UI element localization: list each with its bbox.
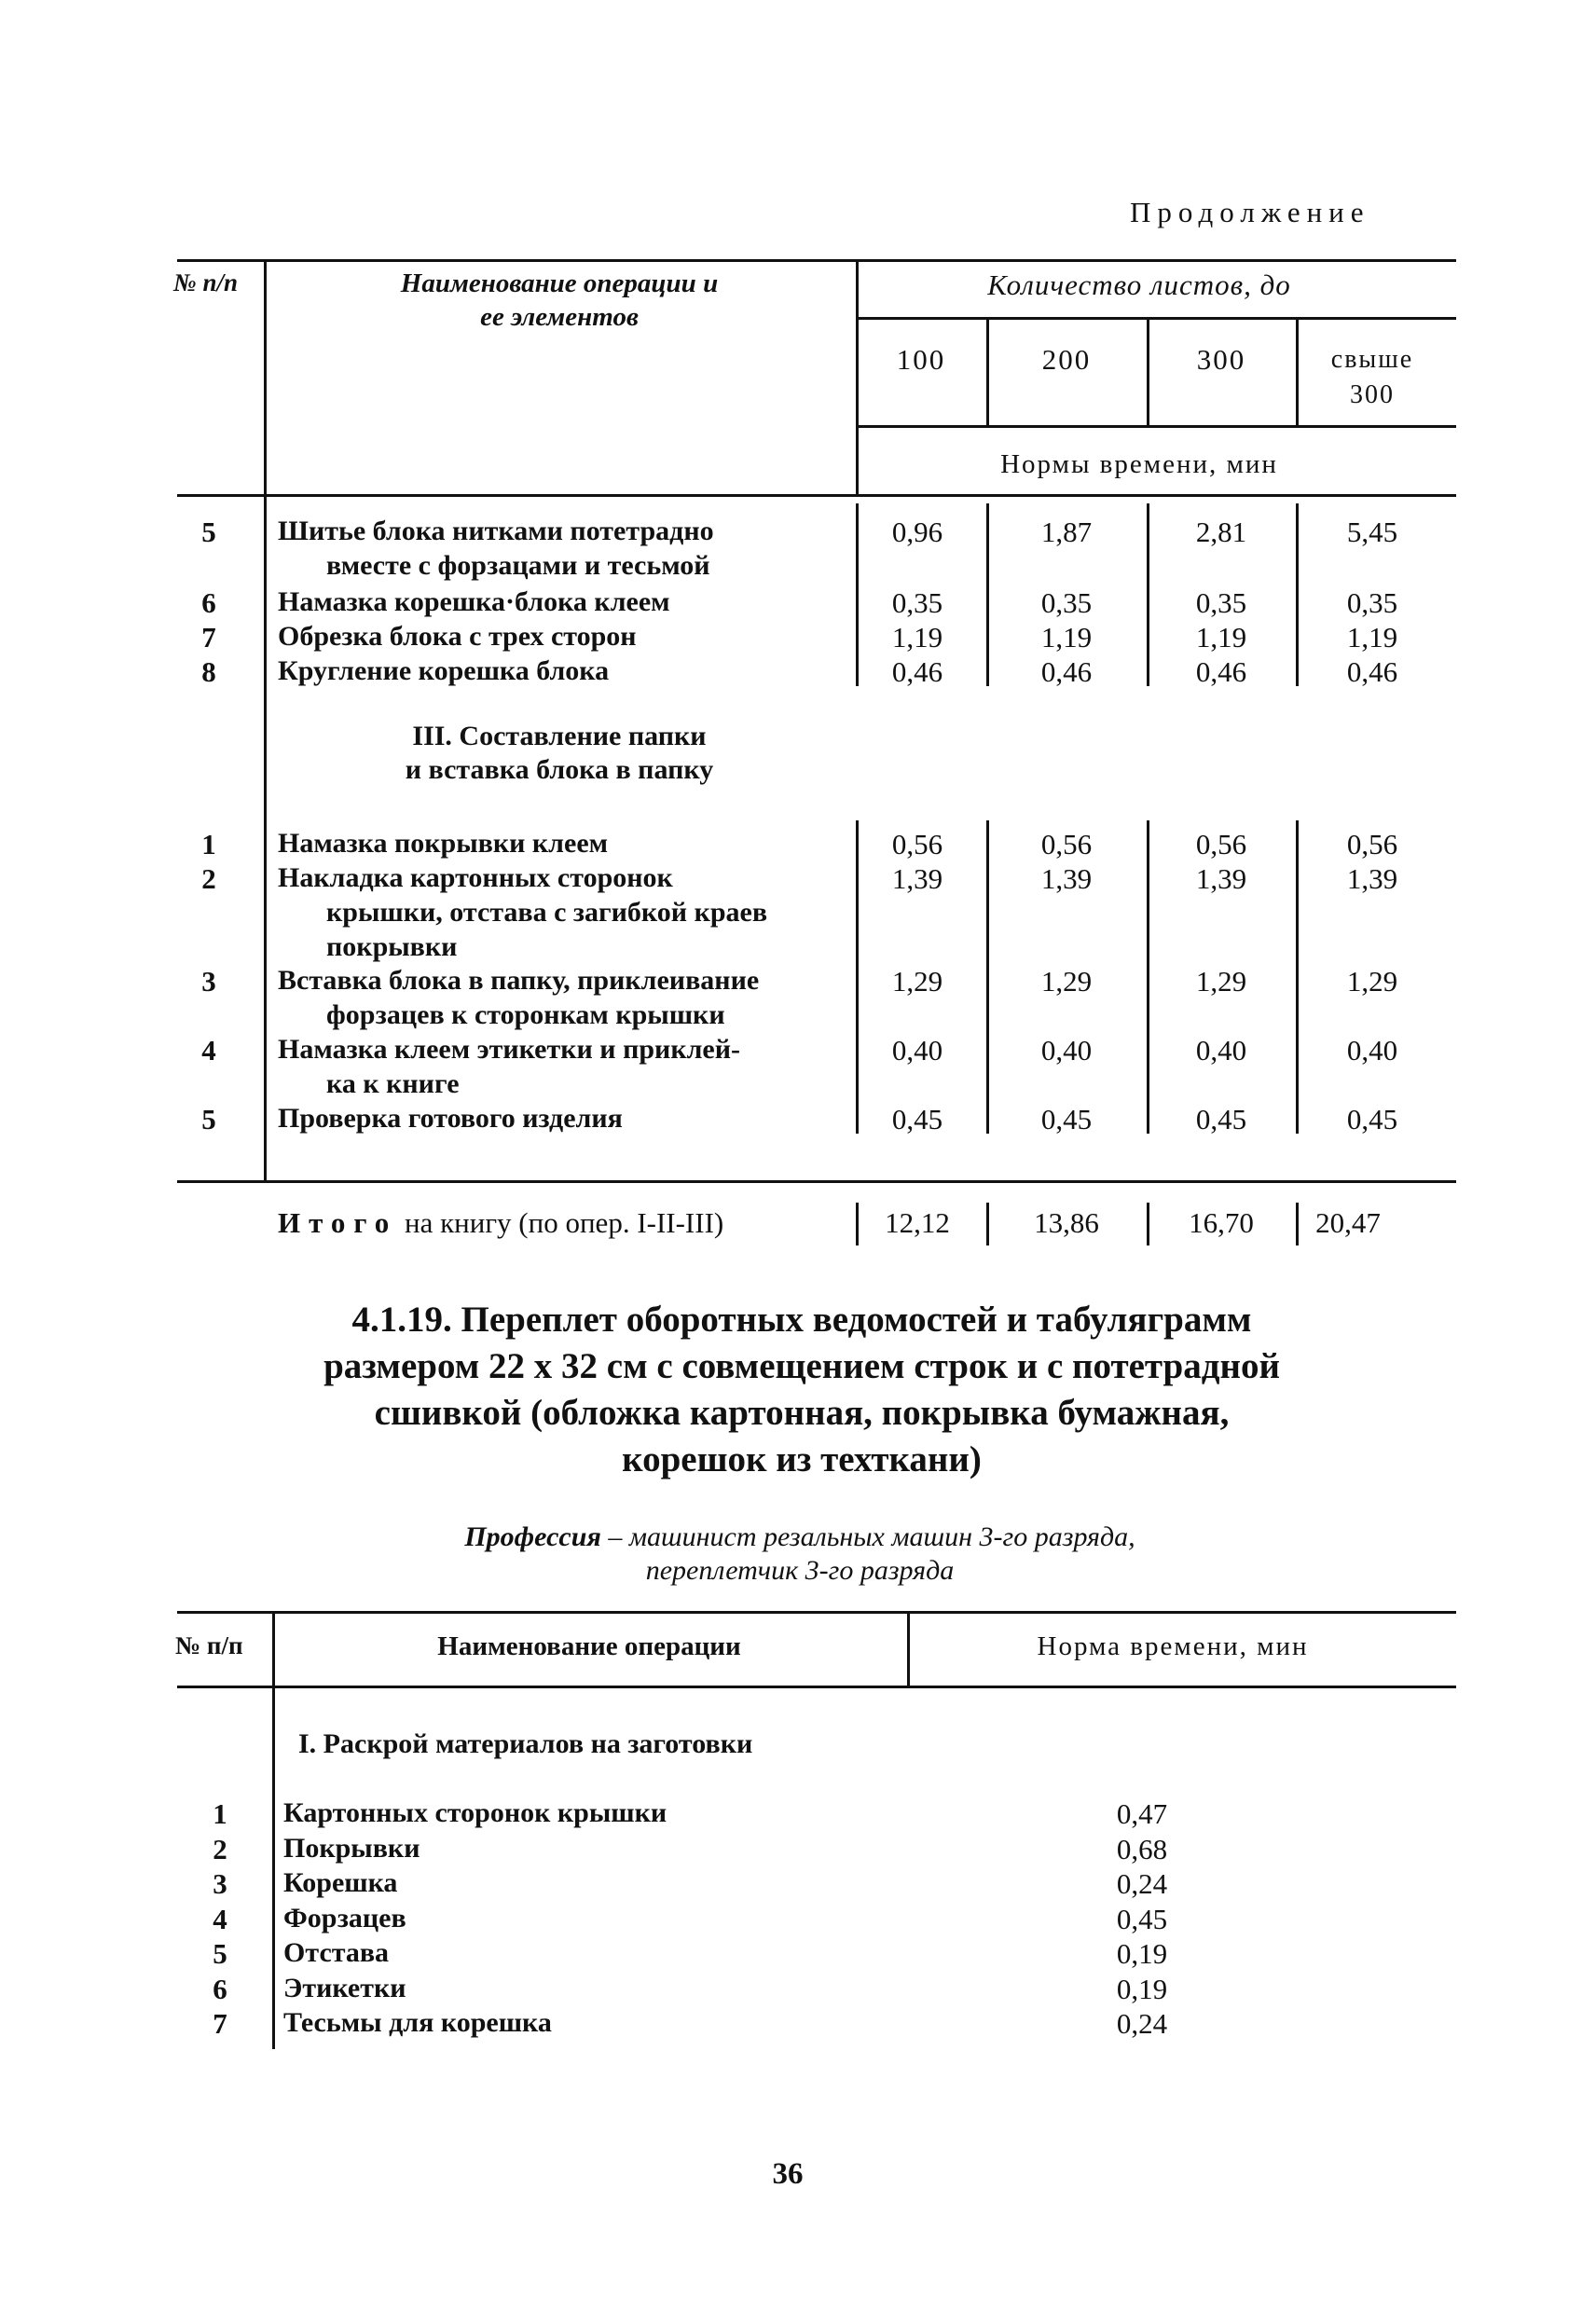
table1-col-300-header: 300 (1196, 343, 1246, 376)
table1-value: 1,39 (891, 862, 943, 895)
table2-num-header: № п/п (175, 1631, 243, 1659)
table1-value: 1,29 (1195, 965, 1247, 998)
table1-col-divider (986, 820, 989, 1134)
table1-value: 0,56 (891, 828, 943, 860)
table1-operation-text: Намазка клеем этикетки и приклей- (278, 1034, 741, 1065)
table1-total-value-200: 13,86 (1034, 1206, 1099, 1239)
table2-row-number: 7 (213, 2007, 227, 2040)
table1-value: 0,56 (1040, 828, 1093, 860)
profession-line1-rest: – машинист резальных машин 3-го разряда, (600, 1521, 1135, 1552)
table1-value: 0,45 (1040, 1103, 1093, 1135)
table1-value: 1,19 (1346, 621, 1398, 654)
table1-col-divider (856, 820, 859, 1134)
table2-operation-text: Тесьмы для корешка (283, 2007, 552, 2038)
table2-operation-text: Форзацев (283, 1903, 406, 1934)
table2-row-number: 4 (213, 1903, 227, 1935)
table1-value: 1,87 (1040, 516, 1093, 548)
table1-operation-header-line2: ее элементов (480, 302, 639, 332)
table1-total-value-300: 16,70 (1189, 1206, 1254, 1239)
table1-value: 1,39 (1040, 862, 1093, 895)
table1-col-divider (1296, 820, 1299, 1134)
table1-col-divider (1147, 503, 1149, 686)
table1-value: 1,29 (891, 965, 943, 998)
table2-operation-text: Картонных сторонок крышки (283, 1797, 667, 1828)
table1-row-number: 5 (201, 516, 216, 548)
table2-norm-header: Норма времени, мин (1037, 1631, 1309, 1661)
profession-label: Профессия (464, 1521, 601, 1552)
continuation-label: Продолжение (1130, 196, 1370, 228)
table2-operation-header: Наименование операции (437, 1631, 741, 1661)
table1-operation-text: покрывки (326, 931, 458, 962)
table2-value: 0,19 (1116, 1937, 1168, 1970)
table1-operation-text: Обрезка блока с трех сторон (278, 621, 637, 652)
table1-operation-text: форзацев к сторонкам крышки (326, 999, 725, 1030)
table1-operation-text: крышки, отстава с загибкой краев (326, 897, 768, 928)
table1-value: 0,46 (1195, 655, 1247, 688)
table2-row-number: 3 (213, 1867, 227, 1900)
table1-subheader-rule (856, 317, 1456, 320)
table2-operation-text: Этикетки (283, 1973, 406, 2003)
table1-value: 0,35 (1346, 586, 1398, 619)
table1-operation-text: вместе с форзацами и тесьмой (326, 550, 710, 581)
table1-value: 0,35 (1195, 586, 1247, 619)
table1-value: 0,40 (891, 1034, 943, 1067)
table2-num-divider (272, 1611, 275, 2049)
table2-value: 0,68 (1116, 1833, 1168, 1865)
section-title-line2: размером 22 х 32 см с совмещением строк и с потетрадной (323, 1346, 1280, 1386)
table2-value: 0,24 (1116, 1867, 1168, 1900)
table1-row-number: 7 (201, 621, 216, 654)
table1-value: 5,45 (1346, 516, 1398, 548)
section-title-line3: сшивкой (обложка картонная, покрывка бумажная, (374, 1393, 1230, 1433)
table1-value: 0,35 (891, 586, 943, 619)
table1-value: 0,35 (1040, 586, 1093, 619)
table1-top-rule (177, 259, 1456, 262)
table1-value: 1,19 (891, 621, 943, 654)
table2-section1-heading: I. Раскрой материалов на заготовки (298, 1728, 753, 1759)
table1-value: 1,19 (1195, 621, 1247, 654)
table1-operation-text: Вставка блока в папку, приклеивание (278, 965, 760, 996)
table1-row-number: 3 (201, 965, 216, 998)
table1-col-100-header: 100 (896, 343, 946, 376)
profession-line2: переплетчик 3-го разряда (645, 1555, 955, 1586)
table1-col-divider-2-header (1147, 317, 1149, 425)
table1-total-value-100: 12,12 (885, 1206, 950, 1239)
table1-value: 1,39 (1346, 862, 1398, 895)
table1-value: 1,29 (1346, 965, 1398, 998)
table2-operation-text: Покрывки (283, 1833, 420, 1864)
table1-operation-text: ка к книге (326, 1068, 460, 1099)
table1-total-divider-0 (856, 1203, 859, 1245)
table1-norm-rule (856, 425, 1456, 428)
table1-num-divider (264, 259, 267, 1180)
table1-operation-text: Проверка готового изделия (278, 1103, 623, 1134)
table1-value: 0,40 (1040, 1034, 1093, 1067)
table1-value: 0,46 (1040, 655, 1093, 688)
table1-operation-text: Намазка покрывки клеем (278, 828, 609, 859)
table1-total-divider-1 (986, 1203, 989, 1245)
table1-value: 1,39 (1195, 862, 1247, 895)
table2-row-number: 5 (213, 1937, 227, 1970)
table2-header-bottom-rule (177, 1686, 1456, 1688)
table1-col-over300-header-line1: свыше (1330, 345, 1414, 374)
table1-value: 0,45 (1195, 1103, 1247, 1135)
table1-operation-text: Шитье блока нитками потетрадно (278, 516, 714, 546)
table1-bottom-rule (177, 1180, 1456, 1183)
table1-sheets-header: Количество листов, до (987, 268, 1291, 301)
table1-operation-header-line1: Наименование операции и (400, 268, 719, 298)
table1-value: 0,45 (1346, 1103, 1398, 1135)
table2-norm-divider (907, 1611, 910, 1686)
table1-section3-heading-line1: III. Составление папки (412, 721, 707, 751)
table1-value: 2,81 (1195, 516, 1247, 548)
table2-top-rule (177, 1611, 1456, 1614)
table1-operation-text: Кругление корешка блока (278, 655, 610, 686)
table2-operation-text: Отстава (283, 1937, 390, 1968)
table1-value: 0,96 (891, 516, 943, 548)
table1-value: 0,46 (1346, 655, 1398, 688)
table1-col-divider (1147, 820, 1149, 1134)
table1-col-divider-1-header (986, 317, 989, 425)
table1-num-header: № п/п (173, 268, 238, 296)
table1-operation-divider-header (856, 259, 859, 494)
table1-norm-header: Нормы времени, мин (1000, 449, 1278, 479)
table1-value: 1,19 (1040, 621, 1093, 654)
table1-operation-text: Накладка картонных сторонок (278, 862, 673, 893)
table1-col-divider (1296, 503, 1299, 686)
table1-row-number: 8 (201, 655, 216, 688)
table1-value: 0,56 (1346, 828, 1398, 860)
table1-operation-text: Намазка корешка·блока клеем (278, 586, 670, 617)
table2-value: 0,45 (1116, 1903, 1168, 1935)
section-title-line4: корешок из техткани) (622, 1439, 982, 1479)
table1-header-bottom-rule (177, 494, 1456, 497)
section-title-line1: 4.1.19. Переплет оборотных ведомостей и табуляграмм (351, 1300, 1252, 1340)
table1-col-divider-3-header (1296, 317, 1299, 425)
table1-value: 0,56 (1195, 828, 1247, 860)
table1-total-label (278, 1208, 723, 1237)
table1-col-divider (856, 503, 859, 686)
table1-col-200-header: 200 (1041, 343, 1092, 376)
table1-col-divider (986, 503, 989, 686)
table2-value: 0,24 (1116, 2007, 1168, 2040)
table1-row-number: 6 (201, 586, 216, 619)
table1-total-divider-3 (1296, 1203, 1299, 1245)
table1-col-over300-header-line2: 300 (1350, 380, 1395, 409)
table2-row-number: 2 (213, 1833, 227, 1865)
table1-row-number: 4 (201, 1034, 216, 1067)
table1-value: 1,29 (1040, 965, 1093, 998)
table1-value: 0,40 (1346, 1034, 1398, 1067)
table1-value: 0,46 (891, 655, 943, 688)
table2-row-number: 1 (213, 1797, 227, 1830)
table1-total-label-rest: на книгу (по опер. I-II-III) (405, 1206, 724, 1239)
table1-row-number: 2 (201, 862, 216, 895)
table1-total-value-over300: 20,47 (1315, 1206, 1381, 1239)
table1-section3-heading-line2: и вставка блока в папку (405, 754, 714, 785)
table1-row-number: 5 (201, 1103, 216, 1135)
page-number: 36 (772, 2157, 804, 2191)
table2-value: 0,19 (1116, 1973, 1168, 2005)
table1-total-divider-2 (1147, 1203, 1149, 1245)
table2-value: 0,47 (1116, 1797, 1168, 1830)
table1-total-label-spaced: Итого (278, 1206, 398, 1239)
profession-line1 (464, 1523, 1135, 1551)
table2-operation-text: Корешка (283, 1867, 398, 1898)
table2-row-number: 6 (213, 1973, 227, 2005)
table1-value: 0,40 (1195, 1034, 1247, 1067)
table1-row-number: 1 (201, 828, 216, 860)
table1-value: 0,45 (891, 1103, 943, 1135)
